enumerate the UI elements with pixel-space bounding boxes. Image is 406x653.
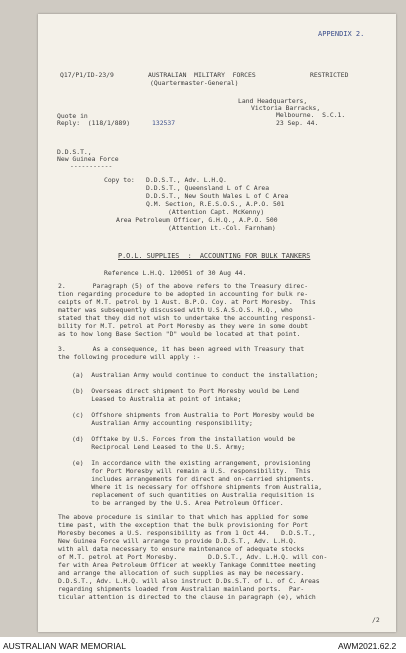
paragraph-3-line: the following procedure will apply :-: [58, 353, 201, 361]
organisation-title: AUSTRALIAN MILITARY FORCES: [148, 71, 256, 79]
procedure-item-e: includes arrangements for direct and on-carried shipments.: [72, 475, 315, 483]
footer-archive-name: AUSTRALIAN WAR MEMORIAL: [3, 641, 126, 651]
closing-paragraph-line: time past, with the exception that the bulk provisioning for Port: [58, 521, 309, 529]
copy-to-label: Copy to:: [104, 176, 135, 184]
paragraph-2-line: ceipts of M.T. petrol by 1 Aust. B.P.O. Coy. at Port Moresby. This: [58, 298, 316, 306]
paragraph-2-line: tion regarding procedure to be adopted in accounting for bulk re-: [58, 290, 309, 298]
paragraph-2-line: as to how long Base Section "D" would be located at that point.: [58, 330, 301, 338]
reply-reference: Reply: (118/1/889): [57, 119, 131, 127]
hq-line: Land Headquarters,: [238, 97, 308, 105]
paragraph-2-line: 2. Paragraph (5) of the above refers to the Treasury direc-: [58, 282, 309, 290]
copy-to-item: (Attention Lt.-Col. Farnham): [168, 224, 276, 232]
quote-label: Quote in: [57, 112, 88, 120]
procedure-item-b: Leased to Australia at point of intake;: [72, 395, 242, 403]
copy-to-item: D.D.S.T., Queensland L of C Area: [146, 184, 270, 192]
procedure-item-e: to be arranged by the U.S. Area Petroleum Officer.: [72, 499, 284, 507]
reference-line: Reference L.H.Q. 120051 of 30 Aug 44.: [104, 269, 247, 277]
addressee-divider: -----------: [70, 162, 113, 170]
addressee-line: D.D.S.T.,: [57, 148, 92, 156]
file-reference: Q17/P1/ID-23/9: [60, 71, 114, 79]
paragraph-2-line: stated that they did not wish to undertake the accounting responsi-: [58, 314, 316, 322]
addressee-line: New Guinea Force: [57, 155, 119, 163]
paragraph-3-line: 3. As a consequence, it has been agreed with Treasury that: [58, 345, 305, 353]
closing-paragraph-line: The above procedure is similar to that which has applied for some: [58, 513, 309, 521]
copy-to-item: D.D.S.T., New South Wales L of C Area: [146, 192, 289, 200]
classification-marking: RESTRICTED: [310, 71, 349, 79]
hq-line: Victoria Barracks,: [251, 104, 321, 112]
page-continuation-marker: /2: [372, 616, 380, 624]
procedure-item-d: (d) Offtake by U.S. Forces from the installation would be: [72, 435, 296, 443]
procedure-item-c: (c) Offshore shipments from Australia to Port Moresby would be: [72, 411, 315, 419]
procedure-item-e: (e) In accordance with the existing arrangement, provisioning: [72, 459, 311, 467]
closing-paragraph-line: of M.T. petrol at Port Moresby. D.D.S.T., Adv. L.H.Q. will con-: [58, 553, 328, 561]
copy-to-item: Area Petroleum Officer, G.H.Q., A.P.O. 500: [116, 216, 278, 224]
closing-paragraph-line: with all data necessary to ensure maintenance of adequate stocks: [58, 545, 305, 553]
procedure-item-e: replacement of such quantities on Australia requisition is: [72, 491, 315, 499]
procedure-item-e: for Port Moresby will remain a U.S. responsibility. This: [72, 467, 311, 475]
paragraph-2-line: matter was subsequently discussed with U.S.A.S.O.S. H.Q., who: [58, 306, 293, 314]
procedure-item-d: Reciprocal Lend Leased to the U.S. Army;: [72, 443, 246, 451]
procedure-item-c: Australian Army accounting responsibility;: [72, 419, 253, 427]
paragraph-2-line: bility for M.T. petrol at Port Moresby as they were in some doubt: [58, 322, 309, 330]
procedure-item-b: (b) Overseas direct shipment to Port Moresby would be Lend: [72, 387, 300, 395]
closing-paragraph-line: New Guinea Force will arrange to provide D.D.S.T., Adv. L.H.Q.: [58, 537, 297, 545]
closing-paragraph-line: regarding shipments loaded from Australian mainland ports. Par-: [58, 585, 305, 593]
copy-to-item: D.D.S.T., Adv. L.H.Q.: [146, 176, 227, 184]
footer-record-id: AWM2021.62.2: [338, 641, 397, 651]
closing-paragraph-line: Moresby becomes a U.S. responsibility as from 1 Oct 44. D.D.S.T.,: [58, 529, 316, 537]
closing-paragraph-line: and arrange the allocation of such supplies as may be necessary.: [58, 569, 305, 577]
closing-paragraph-line: ticular attention is directed to the clause in paragraph (e), which: [58, 593, 316, 601]
hq-line: Melbourne. S.C.1.: [276, 111, 346, 119]
document-date: 23 Sep. 44.: [276, 119, 319, 127]
closing-paragraph-line: D.D.S.T., Adv. L.H.Q. will also instruct D.Ds.S.T. of L. of C. Areas: [58, 577, 320, 585]
copy-to-item: Q.M. Section, R.E.S.O.S., A.P.O. 501: [146, 200, 285, 208]
copy-to-item: (Attention Capt. McKenny): [168, 208, 265, 216]
appendix-label: APPENDIX 2.: [318, 30, 365, 38]
organisation-subtitle: (Quartermaster-General): [150, 79, 239, 87]
procedure-item-a: (a) Australian Army would continue to conduct the installation;: [72, 371, 319, 379]
reply-number: 132537: [152, 119, 176, 127]
procedure-item-e: Where it is necessary for offshore shipments from Australia,: [72, 483, 323, 491]
closing-paragraph-line: fer with Area Petroleum Officer at weekly Tankage Committee meeting: [58, 561, 316, 569]
subject-line: P.O.L. SUPPLIES : ACCOUNTING FOR BULK TANKERS: [118, 252, 311, 260]
